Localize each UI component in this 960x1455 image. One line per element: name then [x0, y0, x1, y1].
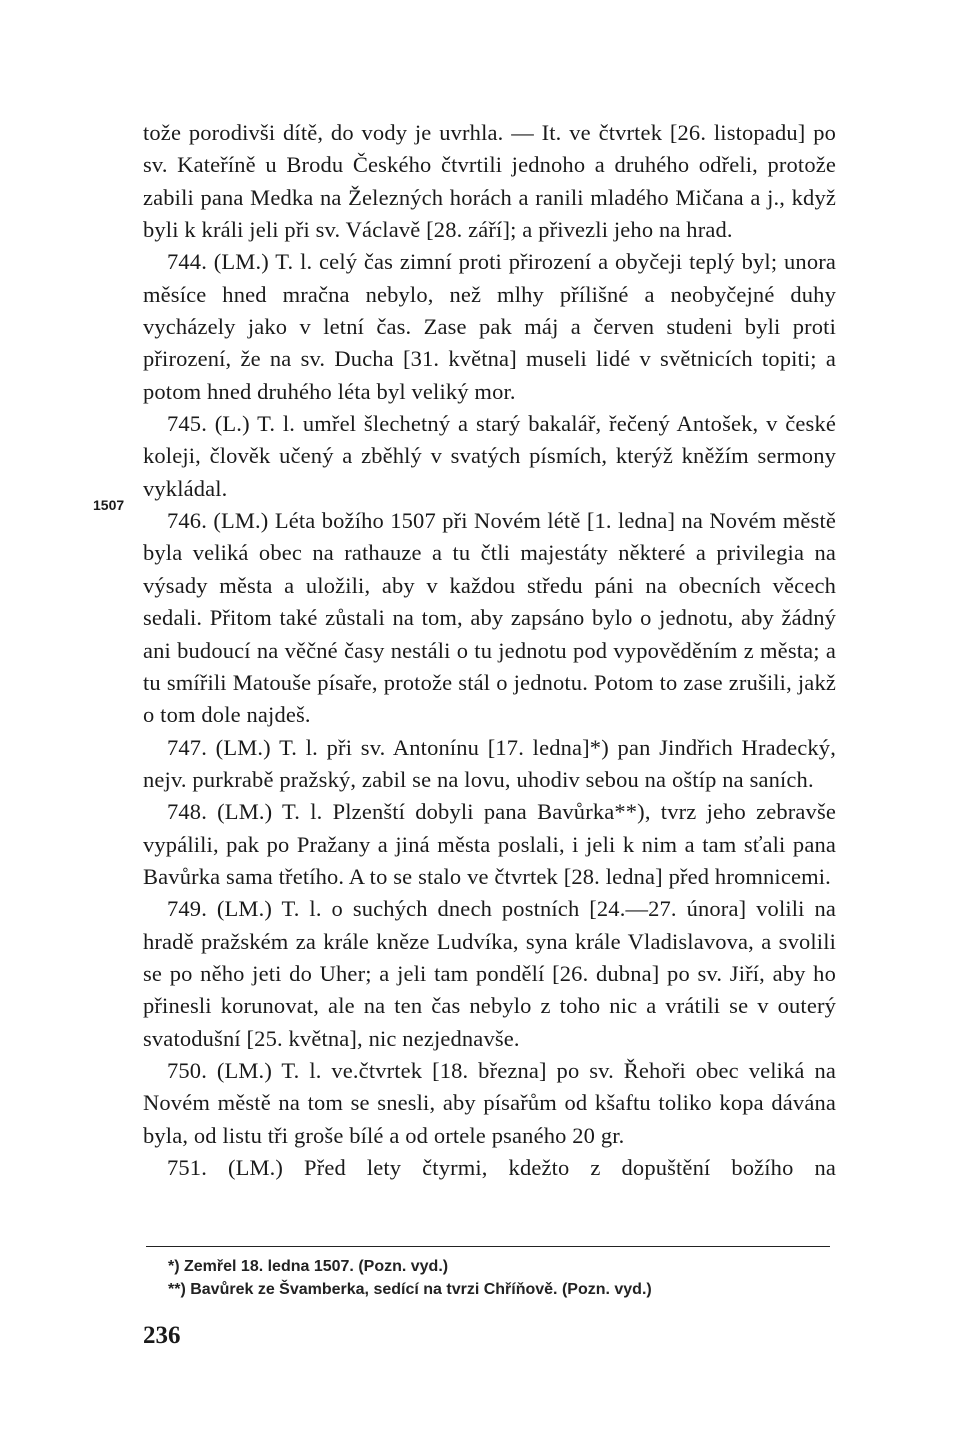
- paragraph-749: 749. (LM.) T. l. o suchých dnech postních [24.—27. února] volili na hradě pražském za krále kněze Ludvíka, syna krále Vladislavova, a svolili se po něho jeti do Uher; a jeli tam pondělí [26. dubna] po sv. Jiří, aby ho přinesli korunovat, ale na ten čas nebylo z toho nic a vrátili se v outerý svatodušní [25. května], nic nezjednavše.: [143, 896, 836, 1051]
- footnotes: [168, 1255, 848, 1301]
- paragraph-751: 751. (LM.) Před lety čtyrmi, kdežto z dopuštění božího na: [167, 1155, 836, 1180]
- body-text: [143, 117, 836, 1184]
- footnote-divider: [146, 1246, 830, 1247]
- paragraph-750: 750. (LM.) T. l. ve.čtvrtek [18. března] po sv. Řehoři obec veliká na Novém městě na tom se snesli, aby písařům od kšaftu toliko kopa dávána byla, od listu tři groše bílé a od ortele psaného 20 gr.: [143, 1057, 836, 1148]
- paragraph-744: 744. (LM.) T. l. celý čas zimní proti přirození a obyčeji teplý byl; unora měsíce hned mračna nebylo, než mlhy přílišné a neobyčejné duhy vycházely jako v letní čas. Zase pak máj a červen studeni byli proti přirození, že na sv. Ducha [31. května] museli lidé v světnicích topiti; a potom hned druhého léta byl veliký mor.: [143, 249, 836, 404]
- margin-year-note: 1507: [93, 497, 125, 513]
- footnote-2: **) Bavůrek ze Švamberka, sedící na tvrzi Chříňově. (Pozn. vyd.): [168, 1281, 652, 1298]
- page-number: 236: [143, 1322, 181, 1349]
- paragraph: tože porodivši dítě, do vody je uvrhla. — It. ve čtvrtek [26. listopadu] po sv. Kateříně u Brodu Českého čtvrtili jednoho a druhého odřeli, protože zabili pana Medka na Železných horách a ranili mladého Mičana a j., když byli k králi jeli při sv. Václavě [28. září]; a přivezli jeho na hrad.: [143, 120, 836, 243]
- paragraph-748: 748. (LM.) T. l. Plzenští dobyli pana Bavůrka**), tvrz jeho zebravše vypálili, pak po Pražany a jiná města poslali, i jeli k nim a tam sťali pana Bavůrka sama třetího. A to se stalo ve čtvrtek [28. ledna] před hromnicemi.: [143, 799, 836, 889]
- paragraph-745: 745. (L.) T. l. umřel šlechetný a starý bakalář, řečený Antošek, v české koleji, člověk učený a zběhlý v svatých písmích, kterýž kněžím sermony vykládal.: [143, 411, 836, 501]
- paragraph-746: 746. (LM.) Léta božího 1507 při Novém létě [1. ledna] na Novém městě byla veliká obec na rathauze a tu čtli majestáty některé a privilegia na výsady města a uložili, aby v každou středu páni na obecních věcech sedali. Přitom také zůstali na tom, aby zapsáno bylo o jednotu, aby žádný ani budoucí na věčné časy nestáli o tu jednotu pod vypověděním z města; a tu smířili Matouše písaře, protože stál o jednotu. Potom to zase zrušili, jakž o tom dole najdeš.: [143, 508, 836, 728]
- paragraph-747: 747. (LM.) T. l. při sv. Antonínu [17. ledna]*) pan Jindřich Hradecký, nejv. purkrabě pražský, zabil se na lovu, uhodiv sebou na oštíp na saních.: [143, 734, 836, 792]
- footnote-1: *) Zemřel 18. ledna 1507. (Pozn. vyd.): [168, 1258, 449, 1275]
